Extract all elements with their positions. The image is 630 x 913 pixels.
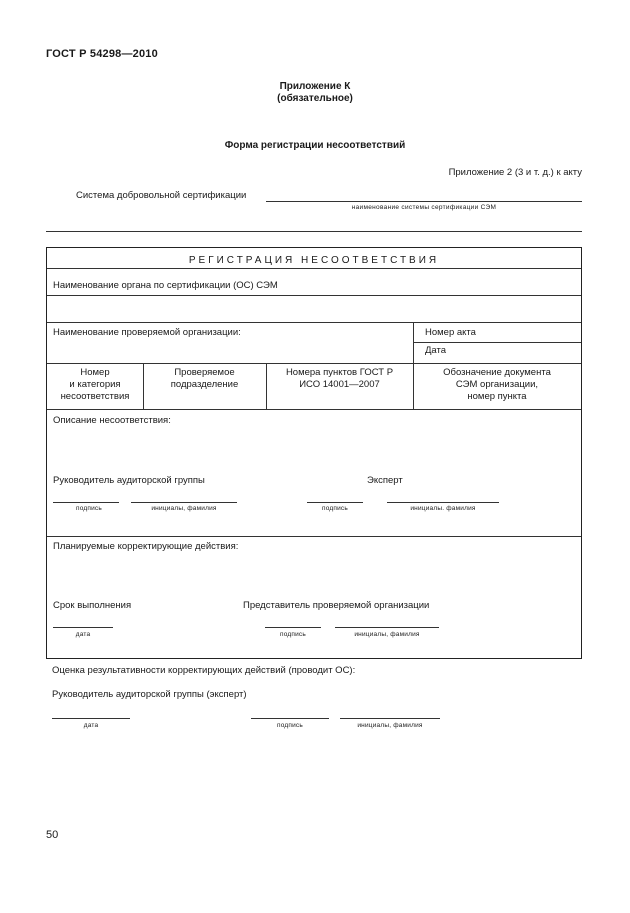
- act-number-label: Номер акта: [425, 327, 476, 338]
- description-label: Описание несоответствия:: [53, 415, 171, 426]
- expert-name-line[interactable]: [387, 502, 499, 503]
- annex-title: Приложение К: [279, 81, 351, 92]
- divider: [47, 295, 581, 296]
- annex-heading: [0, 81, 630, 105]
- evaluation-name-line[interactable]: [340, 718, 440, 719]
- deadline-label: Срок выполнения: [53, 600, 132, 611]
- divider: [47, 363, 581, 364]
- page-number: 50: [46, 829, 59, 841]
- representative-signature-caption: подпись: [280, 631, 306, 638]
- lead-name-line[interactable]: [131, 502, 237, 503]
- divider: [413, 342, 581, 343]
- deadline-date-caption: дата: [75, 631, 91, 638]
- registration-form: [46, 247, 582, 659]
- lead-name-caption: инициалы, фамилия: [151, 505, 217, 512]
- system-name-field[interactable]: [266, 201, 582, 202]
- lead-signature-line[interactable]: [53, 502, 119, 503]
- annex-status: (обязательное): [277, 93, 353, 104]
- column-header-standard-clauses: Номера пунктов ГОСТ Р ИСО 14001—2007: [285, 367, 394, 390]
- expert-signature-caption: подпись: [322, 505, 348, 512]
- representative-signature-line[interactable]: [265, 627, 321, 628]
- evaluation-name-caption: инициалы, фамилия: [357, 722, 423, 729]
- column-header-department: Проверяемое подразделение: [170, 367, 239, 390]
- appendix-reference: Приложение 2 (3 и т. д.) к акту: [448, 167, 582, 178]
- system-label: Система добровольной сертификации: [76, 190, 247, 201]
- document-code: ГОСТ Р 54298—2010: [46, 48, 158, 60]
- date-label: Дата: [425, 345, 447, 356]
- planned-actions-label: Планируемые корректирующие действия:: [53, 541, 239, 552]
- evaluation-signature-caption: подпись: [277, 722, 303, 729]
- expert-signature-line[interactable]: [307, 502, 363, 503]
- column-header-nonconformity-number: Номер и категория несоответствия: [60, 367, 130, 402]
- lead-auditor-label: Руководитель аудиторской группы: [53, 475, 205, 486]
- expert-label: Эксперт: [367, 475, 403, 486]
- representative-name-caption: инициалы, фамилия: [354, 631, 420, 638]
- evaluation-label: Оценка результативности корректирующих действий (проводит ОС):: [52, 665, 356, 676]
- divider: [47, 409, 581, 410]
- evaluation-date-caption: дата: [83, 722, 99, 729]
- expert-name-caption: инициалы. фамилия: [410, 505, 476, 512]
- org-label: Наименование проверяемой организации:: [53, 327, 241, 338]
- divider: [47, 536, 581, 537]
- representative-label: Представитель проверяемой организации: [243, 600, 430, 611]
- column-header-document-ref: Обозначение документа СЭМ организации, номер пункта: [443, 367, 551, 402]
- lead-signature-caption: подпись: [76, 505, 102, 512]
- system-continuation-line[interactable]: [46, 231, 582, 232]
- divider: [47, 268, 581, 269]
- evaluation-date-line[interactable]: [52, 718, 130, 719]
- cert-body-label: Наименование органа по сертификации (ОС) СЭМ: [53, 280, 278, 291]
- form-title: Форма регистрации несоответствий: [224, 140, 406, 151]
- divider: [47, 322, 581, 323]
- representative-name-line[interactable]: [335, 627, 439, 628]
- evaluation-lead-label: Руководитель аудиторской группы (эксперт): [52, 689, 247, 700]
- deadline-date-line[interactable]: [53, 627, 113, 628]
- registration-title: РЕГИСТРАЦИЯ НЕСООТВЕТСТВИЯ: [188, 255, 440, 266]
- system-caption: наименование системы сертификации СЭМ: [351, 204, 497, 211]
- evaluation-signature-line[interactable]: [251, 718, 329, 719]
